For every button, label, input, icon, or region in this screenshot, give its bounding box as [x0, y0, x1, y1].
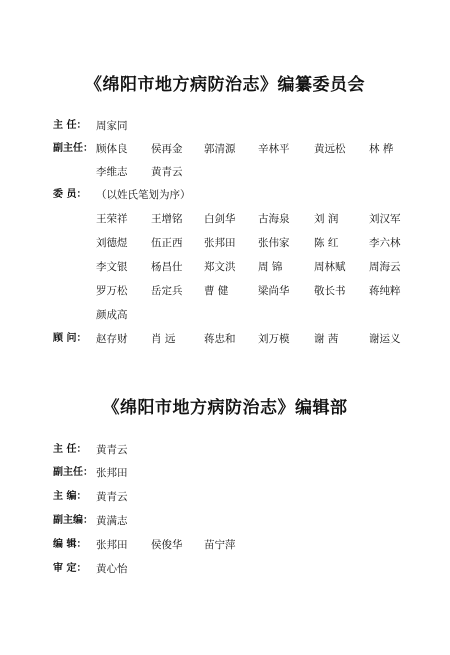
editorial-title: 《绵阳市地方病防治志》编辑部: [102, 398, 348, 418]
editorial-role-label: 编 辑：: [53, 539, 87, 550]
member-name: 伍正西: [151, 237, 183, 249]
vice-director-name: 顾体良: [96, 143, 128, 155]
advisor-name: 赵存财: [96, 333, 128, 345]
vice-director-name: 李维志: [96, 166, 128, 178]
editorial-name: 黄青云: [96, 491, 128, 503]
vice-director-label: 副主任：: [53, 143, 93, 154]
editorial-role-label: 审 定：: [53, 563, 87, 574]
committee-title: 《绵阳市地方病防治志》编纂委员会: [85, 75, 365, 95]
member-name: 王增铭: [151, 213, 183, 225]
editorial-role-label: 主 任：: [53, 444, 87, 455]
editorial-name: 黄满志: [96, 515, 128, 527]
member-name: 刘德煜: [96, 237, 128, 249]
advisors-label: 顾 问：: [53, 333, 87, 344]
member-name: 敬长书: [314, 285, 346, 297]
member-name: 岳定兵: [151, 285, 183, 297]
member-name: 周海云: [369, 261, 401, 273]
advisor-name: 刘万模: [258, 333, 290, 345]
vice-director-name: 郭清源: [204, 143, 236, 155]
editorial-role-label: 副主编：: [53, 515, 93, 526]
member-name: 罗万松: [96, 285, 128, 297]
member-name: 蒋纯粹: [369, 285, 401, 297]
advisor-name: 谢运义: [369, 333, 401, 345]
member-name: 曹 健: [204, 285, 229, 297]
member-name: 颜成高: [96, 309, 128, 321]
member-name: 李文银: [96, 261, 128, 273]
director-name: 周家同: [96, 120, 128, 132]
editorial-role-label: 副主任：: [53, 467, 93, 478]
vice-director-name: 黄青云: [151, 166, 183, 178]
editorial-name: 张邦田: [96, 467, 128, 479]
director-label: 主 任：: [53, 120, 87, 131]
vice-director-name: 黄远松: [314, 143, 346, 155]
members-label: 委 员：: [53, 189, 87, 200]
member-name: 白剑华: [204, 213, 236, 225]
member-name: 李六林: [369, 237, 401, 249]
advisor-name: 蒋忠和: [204, 333, 236, 345]
member-name: 陈 红: [314, 237, 339, 249]
vice-director-name: 林 桦: [369, 143, 394, 155]
vice-director-name: 辛林平: [258, 143, 290, 155]
member-name: 周林赋: [314, 261, 346, 273]
member-name: 张邦田: [204, 237, 236, 249]
editorial-role-label: 主 编：: [53, 491, 87, 502]
vice-director-name: 侯再金: [151, 143, 183, 155]
editorial-name: 张邦田: [96, 539, 128, 551]
member-name: 王荣祥: [96, 213, 128, 225]
editorial-name: 侯俊华: [151, 539, 183, 551]
member-name: 梁尚华: [258, 285, 290, 297]
editorial-name: 黄青云: [96, 444, 128, 456]
editorial-name: 苗宁萍: [204, 539, 236, 551]
member-name: 周 锦: [258, 261, 283, 273]
editorial-name: 黄心怡: [96, 563, 128, 575]
member-name: 刘汉军: [369, 213, 401, 225]
advisor-name: 肖 远: [151, 333, 176, 345]
member-name: 郑文洪: [204, 261, 236, 273]
members-note: （以姓氏笔划为序）: [96, 189, 191, 201]
member-name: 古海泉: [258, 213, 290, 225]
advisor-name: 谢 茜: [314, 333, 339, 345]
member-name: 杨昌仕: [151, 261, 183, 273]
member-name: 刘 润: [314, 213, 339, 225]
member-name: 张伟家: [258, 237, 290, 249]
